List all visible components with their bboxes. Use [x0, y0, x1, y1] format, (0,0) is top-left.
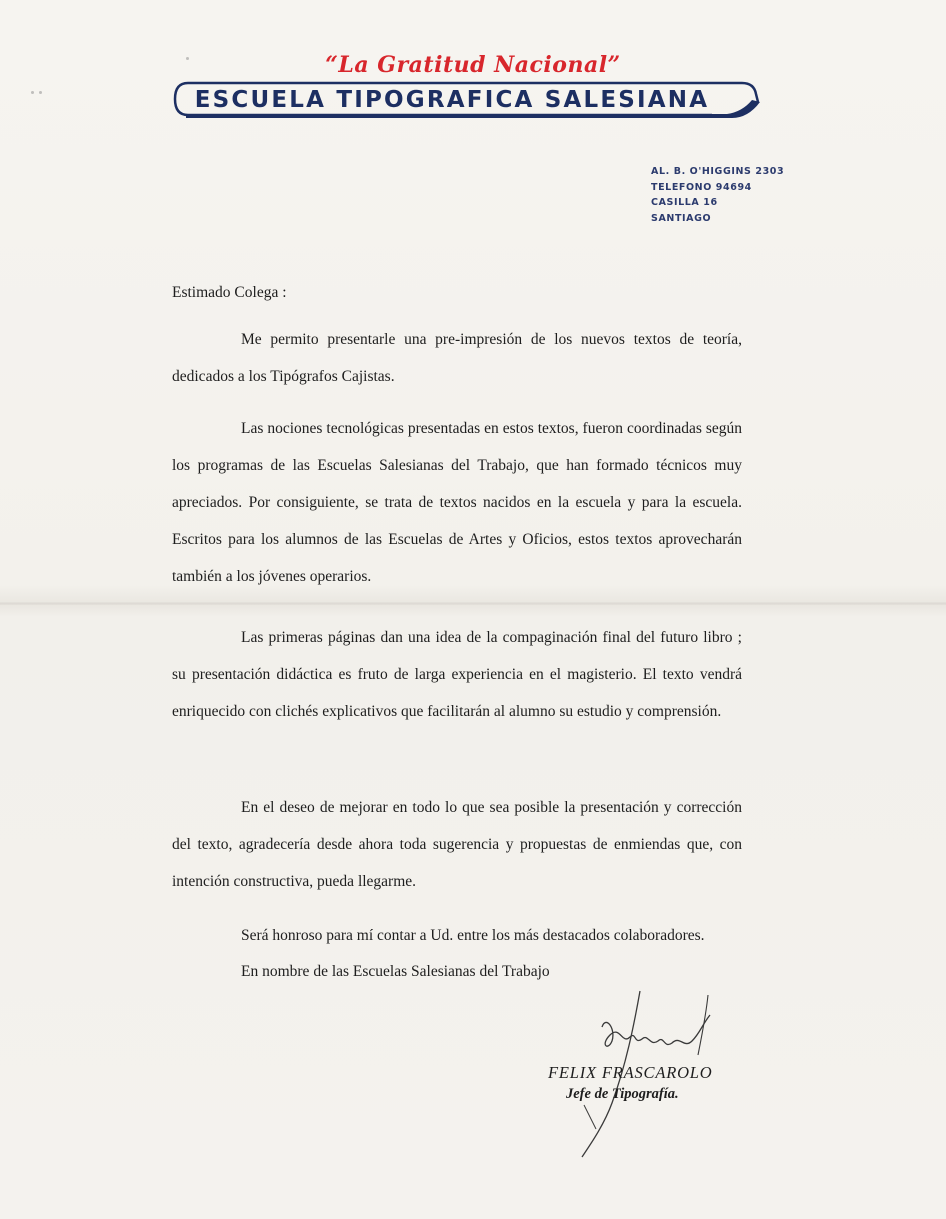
paragraph-2: Las nociones tecnológicas presentadas en estos textos, fueron coordinadas según los programas de las Escuelas Salesianas del Trabajo, que han formado técnicos muy apreciados. Por consiguiente, se trata de textos nacidos en la escuela y para la escuela. Escritos para los alumnos de las Escuelas de Artes y Oficios, estos textos aprovecharán también a los jóvenes operarios. — [172, 420, 742, 585]
address-phone: TELEFONO 94694 — [651, 181, 752, 193]
letterhead-banner — [172, 80, 760, 124]
paper-speck — [31, 91, 34, 94]
closing-line-1: Será honroso para mí contar a Ud. entre los más destacados colaboradores. — [241, 927, 705, 944]
salutation: Estimado Colega : — [172, 284, 287, 301]
address-street: AL. B. O'HIGGINS 2303 — [651, 166, 785, 177]
paragraph-3: Las primeras páginas dan una idea de la compaginación final del futuro libro ; su presentación didáctica es fruto de larga experiencia en el magisterio. El texto vendrá enriquecido con clichés explicativos que facilitarán al alumno su estudio y comprensión. — [172, 629, 742, 720]
fold-crease — [0, 602, 946, 605]
address-box: CASILLA 16 — [651, 197, 718, 209]
school-name: ESCUELA TIPOGRAFICA SALESIANA — [194, 87, 710, 113]
paragraph-4: En el deseo de mejorar en todo lo que sea posible la presentación y corrección del texto, agradecería desde ahora toda sugerencia y propuestas de enmiendas que, con intención constructiva, pueda llegarme. — [172, 799, 742, 890]
paper-speck — [39, 91, 42, 94]
signer-title: Jefe de Tipografía. — [566, 1086, 679, 1102]
letterhead-motto: “La Gratitud Nacional” — [325, 52, 621, 78]
address-city: SANTIAGO — [651, 212, 712, 224]
signer-name: FELIX FRASCAROLO — [548, 1063, 713, 1082]
closing-line-2: En nombre de las Escuelas Salesianas del Trabajo — [241, 963, 550, 980]
paragraph-1: Me permito presentarle una pre-impresión de los nuevos textos de teoría, dedicados a los Tipógrafos Cajistas. — [172, 331, 742, 385]
address-block — [651, 164, 784, 226]
